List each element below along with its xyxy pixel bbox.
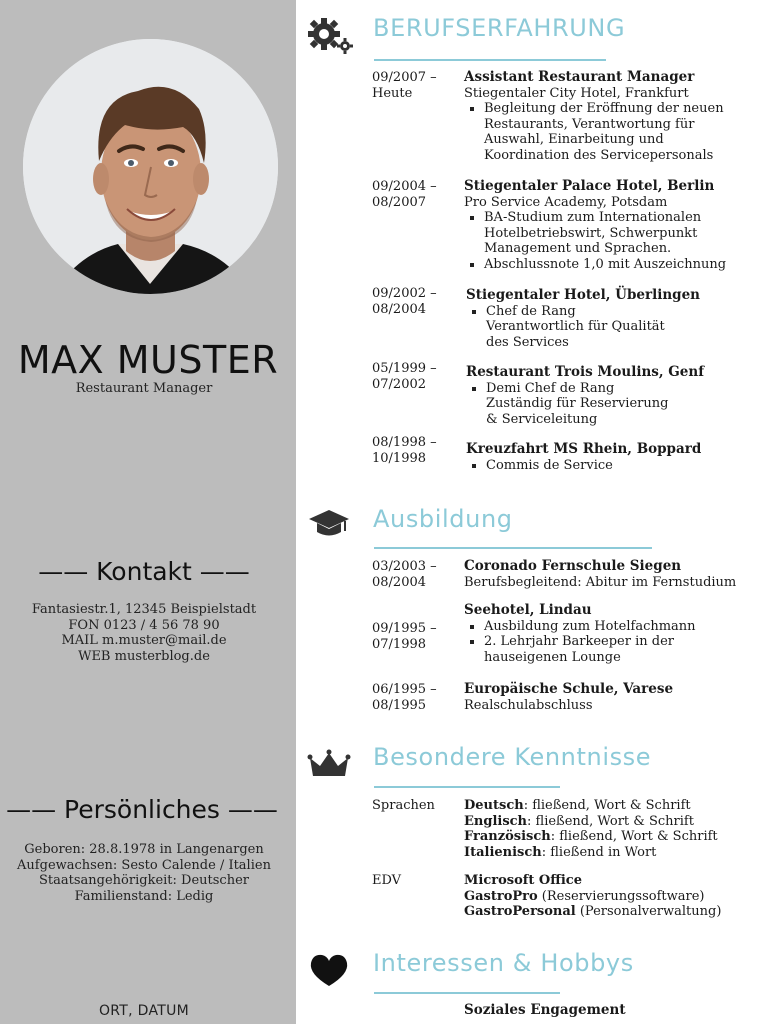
- education-entry: [372, 682, 762, 713]
- entry-bullet: 2. Lehrjahr Barkeeper in der hauseigenen Lounge: [464, 634, 754, 665]
- personal-nationality: Staatsangehörigkeit: Deutscher: [39, 873, 249, 888]
- hobby-entry: [372, 1003, 762, 1019]
- contact-address: Fantasiestr.1, 12345 Beispielstadt: [31, 602, 257, 617]
- entry-date: 08/1998 – 10/1998: [372, 435, 437, 466]
- skills-edv: [372, 873, 762, 920]
- experience-rule: [374, 59, 606, 61]
- entry-title: Coronado Fernschule Siegen: [464, 558, 682, 574]
- entry-title: Stiegentaler Hotel, Überlingen: [466, 287, 701, 303]
- contact-website: WEB musterblog.de: [78, 648, 210, 664]
- hobbies-heading: Interessen & Hobbys: [373, 949, 634, 977]
- personal-marital: Familienstand: Ledig: [74, 888, 214, 904]
- experience-entry: [372, 286, 762, 350]
- graduation-cap-icon: [305, 505, 353, 545]
- experience-entry: [372, 70, 762, 164]
- entry-bullet: Begleitung der Eröffnung der neuen Restaurants, Verantwortung für Auswahl, Einarbeitung und Koordination des Servicepersonals: [464, 101, 724, 163]
- entry-bullet: Abschlussnote 1,0 mit Auszeichnung: [464, 257, 762, 273]
- skill-item: GastroPro (Reservierungssoftware): [464, 888, 705, 904]
- entry-subtitle: Berufsbegleitend: Abitur im Fernstudium: [464, 574, 737, 590]
- education-entry: [372, 559, 762, 590]
- hobby-title: Soziales Engagement: [464, 1002, 626, 1018]
- entry-date: 09/1995 – 07/1998: [372, 621, 437, 652]
- personal-heading: —— Persönliches ——: [6, 795, 278, 824]
- entry-title: Restaurant Trois Moulins, Genf: [466, 364, 705, 380]
- entry-subtitle: Pro Service Academy, Potsdam: [464, 194, 668, 210]
- skill-item: Englisch: fließend, Wort & Schrift: [464, 813, 694, 829]
- entry-date: 03/2003 – 08/2004: [372, 559, 437, 590]
- experience-entry: [372, 179, 762, 273]
- experience-entry: [372, 361, 762, 427]
- education-heading: Ausbildung: [373, 505, 513, 533]
- heart-icon: [305, 950, 353, 990]
- personal-raised: Aufgewachsen: Sesto Calende / Italien: [17, 857, 271, 873]
- entry-date: 06/1995 – 08/1995: [372, 682, 437, 713]
- entry-date: 09/2002 – 08/2004: [372, 286, 437, 317]
- contact-email: MAIL m.muster@mail.de: [61, 633, 227, 648]
- crown-icon: [305, 744, 353, 784]
- contact-heading: —— Kontakt ——: [38, 557, 250, 586]
- entry-bullet: Commis de Service: [466, 458, 762, 474]
- skill-item: Französisch: fließend, Wort & Schrift: [464, 829, 718, 845]
- entry-bullet: BA-Studium zum Internationalen Hotelbetriebswirt, Schwerpunkt Management und Sprachen.: [464, 210, 724, 257]
- contact-details: [0, 602, 288, 664]
- gears-icon: [305, 14, 353, 54]
- skill-item: GastroPersonal (Personalverwaltung): [464, 904, 722, 920]
- entry-title: Stiegentaler Palace Hotel, Berlin: [464, 178, 715, 194]
- person-name: MAX MUSTER: [17, 338, 279, 382]
- skill-group-label: EDV: [372, 873, 402, 888]
- skills-languages: [372, 798, 762, 860]
- entry-title: Seehotel, Lindau: [464, 602, 592, 618]
- entry-bullet: Demi Chef de Rang Zuständig für Reservierung & Serviceleitung: [466, 381, 676, 428]
- entry-bullet: Chef de Rang Verantwortlich für Qualität des Services: [466, 304, 676, 351]
- entry-date: 09/2007 – Heute: [372, 70, 437, 101]
- skill-item: Italienisch: fließend in Wort: [464, 844, 657, 860]
- skills-heading: Besondere Kenntnisse: [373, 743, 652, 771]
- entry-subtitle: Stiegentaler City Hotel, Frankfurt: [464, 85, 689, 101]
- personal-details: [0, 842, 288, 904]
- hobbies-rule: [374, 992, 560, 994]
- education-entry: [372, 603, 762, 665]
- entry-subtitle: Realschulabschluss: [464, 697, 593, 713]
- place-date: ORT, DATUM: [98, 1003, 190, 1019]
- entry-bullet: Ausbildung zum Hotelfachmann: [464, 619, 762, 635]
- entry-date: 09/2004 – 08/2007: [372, 179, 437, 210]
- skill-item: Microsoft Office: [464, 873, 582, 888]
- profile-photo: [23, 39, 278, 294]
- entry-title: Europäische Schule, Varese: [464, 681, 674, 697]
- personal-birth: Geboren: 28.8.1978 in Langenargen: [24, 842, 264, 857]
- sidebar: [0, 0, 296, 1024]
- skills-rule: [374, 786, 560, 788]
- skill-group-label: Sprachen: [372, 798, 435, 813]
- experience-entry: [372, 435, 762, 473]
- skill-item: Deutsch: fließend, Wort & Schrift: [464, 798, 691, 813]
- entry-date: 05/1999 – 07/2002: [372, 361, 437, 392]
- entry-title: Kreuzfahrt MS Rhein, Boppard: [466, 441, 702, 457]
- experience-heading: BERUFSERFAHRUNG: [373, 14, 626, 42]
- education-rule: [374, 547, 652, 549]
- job-title: Restaurant Manager: [75, 381, 213, 396]
- contact-phone: FON 0123 / 4 56 78 90: [68, 617, 220, 633]
- entry-title: Assistant Restaurant Manager: [464, 69, 695, 85]
